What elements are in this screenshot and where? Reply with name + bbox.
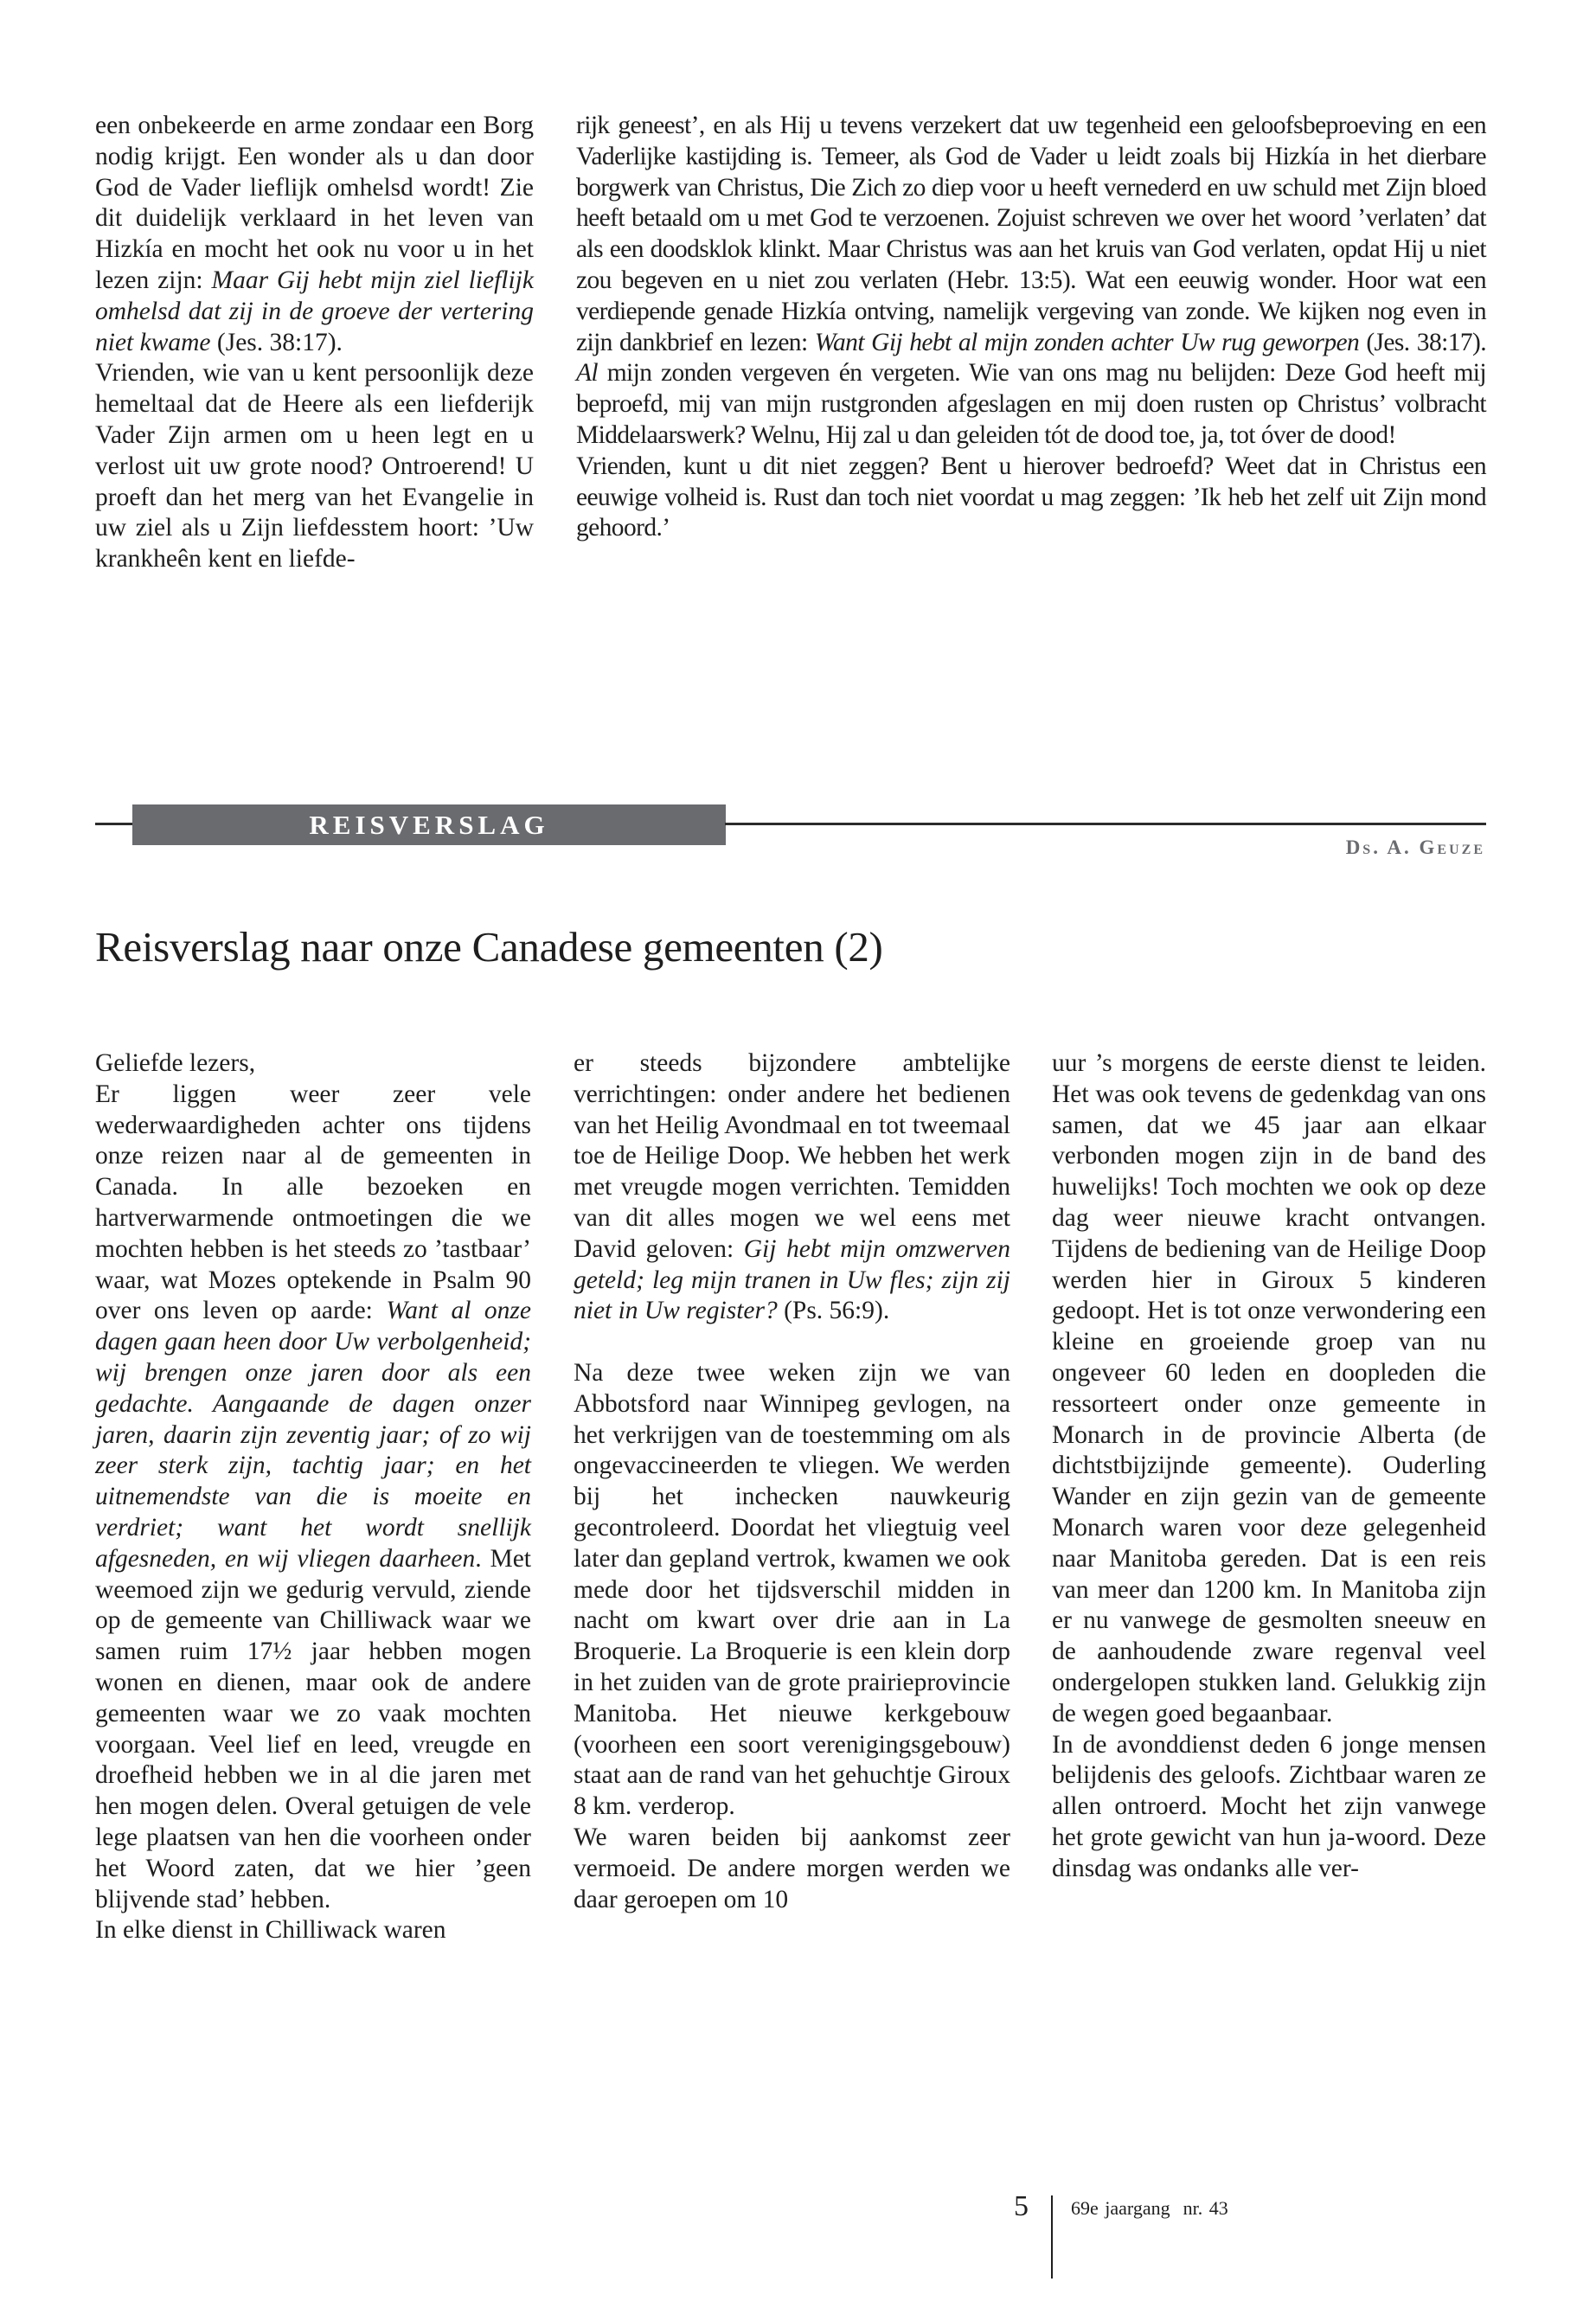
paragraph	[95, 111, 534, 358]
paragraph-text: Geliefde lezers,	[95, 1049, 256, 1077]
paragraph	[95, 1080, 531, 1916]
scripture-quote: Al	[576, 359, 599, 388]
paragraph	[576, 111, 1486, 452]
paragraph	[574, 1358, 1010, 1823]
paragraph-text: In elke dienst in Chilliwack waren	[95, 1916, 446, 1945]
paragraph	[576, 452, 1486, 544]
scripture-quote: Maar Gij hebt mijn ziel lieflijk omhelsd dat zij in de groeve der vertering niet kwame	[95, 266, 534, 356]
scripture-quote: Want Gij hebt al mijn zonden achter Uw rug geworpen	[814, 328, 1360, 356]
paragraph	[95, 1915, 531, 1946]
paragraph-text: uur ’s morgens de eerste dienst te leiden. Het was ook tevens de gedenkdag van ons samen, dat we 45 jaar aan elkaar verbonden mogen zijn in de band des huwelijks! Toch mochten we ook op deze dag weer nieuwe kracht ontvangen. Tijdens de bediening van de Heilige Doop werden hier in Giroux 5 kinderen gedoopt. Het is tot onze verwondering een kleine en groeiende groep van nu ongeveer 60 leden en doopleden die ressorteert onder onze gemeente in Monarch in de provincie Alberta (de dichtstbijzijnde gemeente). Ouderling Wander en zijn gezin van de gemeente Monarch waren voor deze gelegenheid naar Manitoba gereden. Dat is een reis van meer dan 1200 km. In Manitoba zijn er nu vanwege de gesmolten sneeuw en de aanhoudende zware regenval veel ondergelopen stukken land. Gelukkig zijn de wegen goed begaanbaar.	[1052, 1049, 1486, 1727]
paragraph-text: . Met weemoed zijn we gedurig vervuld, ziende op de gemeente van Chilliwack waar we samen ruim 17½ jaar hebben mogen wonen en dienen, maar ook de andere gemeenten waar we zo vaak mochten voorgaan. Veel lief en leed, vreugde en droefheid hebben we in al die jaren met hen mogen delen. Overal getuigen de vele lege plaatsen van hen die voorheen onder het Woord zaten, dat we hier ’geen blijvende stad’ hebben.	[95, 1544, 531, 1913]
paragraph-text: (Jes. 38:17).	[210, 328, 343, 356]
paragraph-text: Vrienden, wie van u kent persoonlijk deze hemeltaal dat de Heere als een liefderijk Vader Zijn armen om u heen legt en u verlost uit uw grote nood? Ontroerend! U proeft dan het merg van het Evangelie in uw ziel als u Zijn liefdesstem hoort: ’Uw krankheên kent en liefde-	[95, 359, 534, 574]
section-rule-right	[725, 823, 1486, 825]
paragraph-text: (Ps. 56:9).	[777, 1297, 890, 1325]
top-column-2	[576, 111, 1486, 544]
author-byline: Ds. A. Geuze	[1345, 836, 1485, 858]
article-column-3	[1052, 1048, 1486, 1885]
paragraph-text: (Jes. 38:17).	[1359, 328, 1486, 356]
issue-info: 69e jaargang nr. 43	[1071, 2197, 1228, 2219]
article-column-2	[574, 1048, 1010, 1915]
paragraph-text: We waren beiden bij aankomst zeer vermoeid. De andere morgen werden we daar geroepen om 10	[574, 1823, 1010, 1913]
top-column-1	[95, 111, 534, 575]
paragraph-text: er steeds bijzondere ambtelijke verrichtingen: onder andere het bedienen van het Heilig Avondmaal en tot tweemaal toe de Heilige Doop. We hebben het werk met vreugde mogen verrichten. Temidden van dit alles mogen we wel eens met David geloven:	[574, 1049, 1010, 1263]
paragraph	[574, 1048, 1010, 1327]
footer-divider	[1051, 2195, 1053, 2279]
paragraph-gap	[574, 1327, 1010, 1358]
scripture-quote: Want al onze dagen gaan heen door Uw verbolgenheid; wij brengen onze jaren door als een gedachte. Aangaande de dagen onzer jaren, daarin zijn zeventig jaar; of zo wij zeer sterk zijn, tachtig jaar; en het uitnemendste van die is moeite en verdriet; want het wordt snellijk afgesneden, en wij vliegen daarheen	[95, 1297, 531, 1573]
paragraph-text: Vrienden, kunt u dit niet zeggen? Bent u hierover bedroefd? Weet dat in Christus een eeuwige volheid is. Rust dan toch niet voordat u mag zeggen: ’Ik heb het zelf uit Zijn mond gehoord.’	[576, 452, 1486, 542]
paragraph	[1052, 1048, 1486, 1730]
paragraph-text: een onbekeerde en arme zondaar een Borg nodig krijgt. Een wonder als u dan door God de Vader lieflijk omhelsd wordt! Zie dit duidelijk verklaard in het leven van Hizkía en mocht het ook nu voor u in het lezen zijn:	[95, 112, 534, 294]
section-label: REISVERSLAG	[309, 809, 549, 840]
scripture-quote: Gij hebt mijn omzwerven geteld; leg mijn tranen in Uw fles; zijn zij niet in Uw register?	[574, 1234, 1010, 1325]
paragraph-text: In de avonddienst deden 6 jonge mensen belijdenis des geloofs. Zichtbaar waren ze allen ontroerd. Mocht het zijn vanwege het grote gewicht van hun ja-woord. Deze dinsdag was ondanks alle ver-	[1052, 1730, 1486, 1882]
section-label-bar	[132, 804, 726, 845]
paragraph	[574, 1823, 1010, 1915]
paragraph	[95, 358, 534, 575]
article-column-1	[95, 1048, 531, 1946]
paragraph-text: Er liggen weer zeer vele wederwaardigheden achter ons tijdens onze reizen naar al de gemeenten in Canada. In alle bezoeken en hartverwarmende ontmoetingen die we mochten hebben is het steeds zo ’tastbaar’ waar, wat Mozes optekende in Psalm 90 over ons leven op aarde:	[95, 1080, 531, 1325]
paragraph	[1052, 1730, 1486, 1885]
paragraph-text: Na deze twee weken zijn we van Abbotsford naar Winnipeg gevlogen, na het verkrijgen van de toestemming om als ongevaccineerden te vliegen. We werden bij het inchecken nauwkeurig gecontroleerd. Doordat het vliegtuig veel later dan gepland vertrok, kwamen we ook mede door het tijdsverschil midden in nacht om kwart over drie aan in La Broquerie. La Broquerie is een klein dorp in het zuiden van de grote prairieprovincie Manitoba. Het nieuwe kerkgebouw (voorheen een soort verenigingsgebouw) staat aan de rand van het gehuchtje Giroux 8 km. verderop.	[574, 1358, 1010, 1821]
article-title: Reisverslag naar onze Canadese gemeenten (2)	[95, 923, 883, 971]
page-number: 5	[1014, 2190, 1029, 2222]
paragraph-text: rijk geneest’, en als Hij u tevens verzekert dat uw tegenheid een geloofsbeproeving en een Vaderlijke kastijding is. Temeer, als God de Vader u leidt zoals bij Hizkía in het dierbare borgwerk van Christus, Die Zich zo diep voor u heeft vernederd en uw schuld met Zijn bloed heeft betaald om u met God te verzoenen. Zojuist schreven we over het woord ’verlaten’ dat als een doodsklok klinkt. Maar Christus was aan het kruis van God verlaten, opdat Hij u niet zou begeven en u niet zou verlaten (Hebr. 13:5). Wat een eeuwig wonder. Hoor wat een verdiepende genade Hizkía ontving, namelijk vergeving van zonde. We kijken nog even in zijn dankbrief en lezen:	[576, 112, 1486, 356]
paragraph-text: mijn zonden vergeven én vergeten. Wie van ons mag nu belijden: Deze God heeft mij beproefd, mij van mijn rustgronden afgeslagen en mij doen rusten op Christus’ volbracht Middelaarswerk? Welnu, Hij zal u dan geleiden tót de dood toe, ja, tot óver de dood!	[576, 359, 1486, 449]
paragraph	[95, 1048, 531, 1080]
section-rule-left	[95, 823, 134, 825]
